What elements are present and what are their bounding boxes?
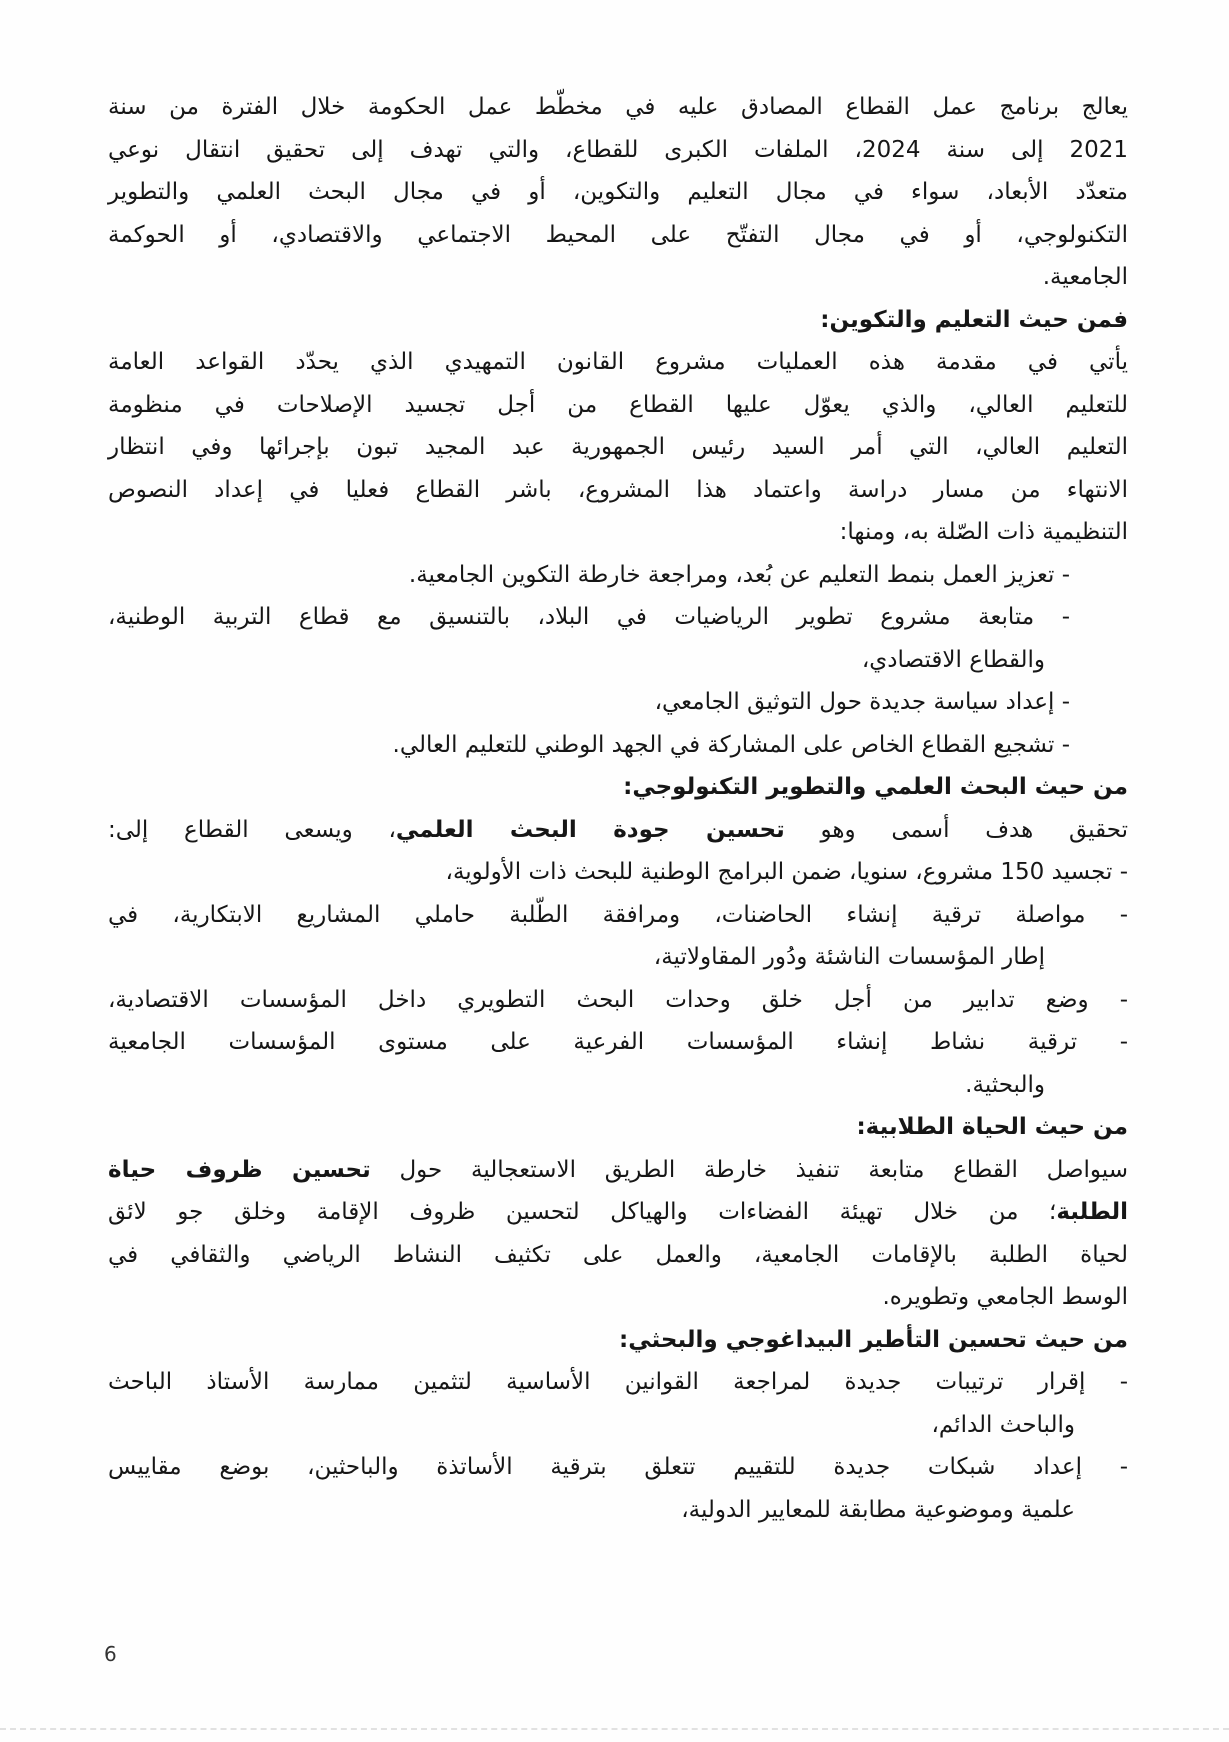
list-item: - تشجيع القطاع الخاص على المشاركة في الجهد الوطني للتعليم العالي. (392, 731, 1070, 758)
list-item-continuation: علمية وموضوعية مطابقة للمعايير الدولية، (681, 1496, 1075, 1523)
section-supervision (108, 1319, 1128, 1532)
list-item: - تعزيز العمل بنمط التعليم عن بُعد، ومراجعة خارطة التكوين الجامعية. (408, 561, 1070, 588)
paragraph-line: 2021 إلى سنة 2024، الملفات الكبرى للقطاع، والتي تهدف إلى تحقيق انتقال نوعي (108, 136, 1129, 163)
section-student-life (108, 1106, 1128, 1319)
paragraph-line: التنظيمية ذات الصّلة به، ومنها: (839, 519, 1128, 545)
paragraph-line (108, 809, 1128, 852)
page-number: 6 (104, 1642, 117, 1666)
list-item: - متابعة مشروع تطوير الرياضيات في البلاد، بالتنسيق مع قطاع التربية الوطنية، (108, 604, 1070, 630)
plain-text: تحقيق هدف أسمى وهو (784, 816, 1129, 843)
list-item-continuation: والباحث الدائم، (931, 1411, 1075, 1438)
emphasis-text: تحسين ظروف حياة (108, 1156, 371, 1183)
list-item: - إعداد شبكات جديدة للتقييم تتعلق بترقية الأساتذة والباحثين، بوضع مقاييس (108, 1454, 1128, 1480)
section-heading: من حيث البحث العلمي والتطوير التكنولوجي: (623, 774, 1128, 800)
paragraph-line: الانتهاء من مسار دراسة واعتماد هذا المشروع، باشر القطاع فعليا في إعداد النصوص (108, 476, 1128, 503)
plain-text: ، ويسعى القطاع إلى: (108, 816, 396, 843)
list-item: - إعداد سياسة جديدة حول التوثيق الجامعي، (654, 689, 1070, 715)
plain-text: سيواصل القطاع متابعة تنفيذ خارطة الطريق الاستعجالية حول (370, 1156, 1129, 1183)
paragraph-line: للتعليم العالي، والذي يعوّل عليها القطاع من أجل تجسيد الإصلاحات في منظومة (108, 391, 1128, 418)
scan-edge-artifact (0, 1728, 1229, 1730)
intro-paragraph (108, 86, 1128, 299)
list-item: - وضع تدابير من أجل خلق وحدات البحث التطويري داخل المؤسسات الاقتصادية، (108, 986, 1128, 1013)
paragraph-line: يأتي في مقدمة هذه العمليات مشروع القانون التمهيدي الذي يحدّد القواعد العامة (108, 349, 1128, 375)
emphasis-text: تحسين جودة البحث العلمي (395, 816, 785, 843)
list-item: - تجسيد 150 مشروع، سنويا، ضمن البرامج الوطنية للبحث ذات الأولوية، (445, 859, 1128, 885)
paragraph-line: التكنولوجي، أو في مجال التفتّح على المحيط الاجتماعي والاقتصادي، أو الحوكمة (108, 221, 1128, 248)
plain-text: ؛ من خلال تهيئة الفضاءات والهياكل لتحسين ظروف الإقامة وخلق جو لائق (108, 1199, 1057, 1225)
paragraph-line: لحياة الطلبة بالإقامات الجامعية، والعمل على تكثيف النشاط الرياضي والثقافي في (108, 1241, 1128, 1268)
emphasis-text: الطلبة (1056, 1199, 1128, 1225)
list-item: - إقرار ترتيبات جديدة لمراجعة القوانين الأساسية لتثمين ممارسة الأستاذ الباحث (108, 1369, 1128, 1395)
list-item: - ترقية نشاط إنشاء المؤسسات الفرعية على مستوى المؤسسات الجامعية (108, 1029, 1128, 1055)
paragraph-line (108, 1191, 1128, 1234)
section-education (108, 299, 1128, 767)
section-heading: من حيث الحياة الطلابية: (856, 1114, 1128, 1140)
paragraph-line: يعالج برنامج عمل القطاع المصادق عليه في مخطّط عمل الحكومة خلال الفترة من سنة (108, 94, 1128, 120)
page-body (108, 86, 1128, 1531)
section-heading: فمن حيث التعليم والتكوين: (820, 306, 1128, 333)
list-item-continuation: إطار المؤسسات الناشئة ودُور المقاولاتية، (653, 944, 1045, 970)
paragraph-line: متعدّد الأبعاد، سواء في مجال التعليم والتكوين، أو في مجال البحث العلمي والتطوير (108, 179, 1128, 205)
list-item-continuation: والبحثية. (965, 1071, 1045, 1098)
list-item-continuation: والقطاع الاقتصادي، (861, 646, 1045, 673)
list-item: - مواصلة ترقية إنشاء الحاضنات، ومرافقة الطّلبة حاملي المشاريع الابتكارية، في (108, 901, 1128, 928)
paragraph-line: التعليم العالي، التي أمر السيد رئيس الجمهورية عبد المجيد تبون بإجرائها وفي انتظار (108, 434, 1128, 460)
paragraph-line: الوسط الجامعي وتطويره. (882, 1284, 1128, 1310)
section-heading: من حيث تحسين التأطير البيداغوجي والبحثي: (619, 1326, 1128, 1353)
paragraph-line: الجامعية. (1042, 264, 1128, 290)
section-research (108, 766, 1128, 1106)
paragraph-line (108, 1149, 1128, 1192)
